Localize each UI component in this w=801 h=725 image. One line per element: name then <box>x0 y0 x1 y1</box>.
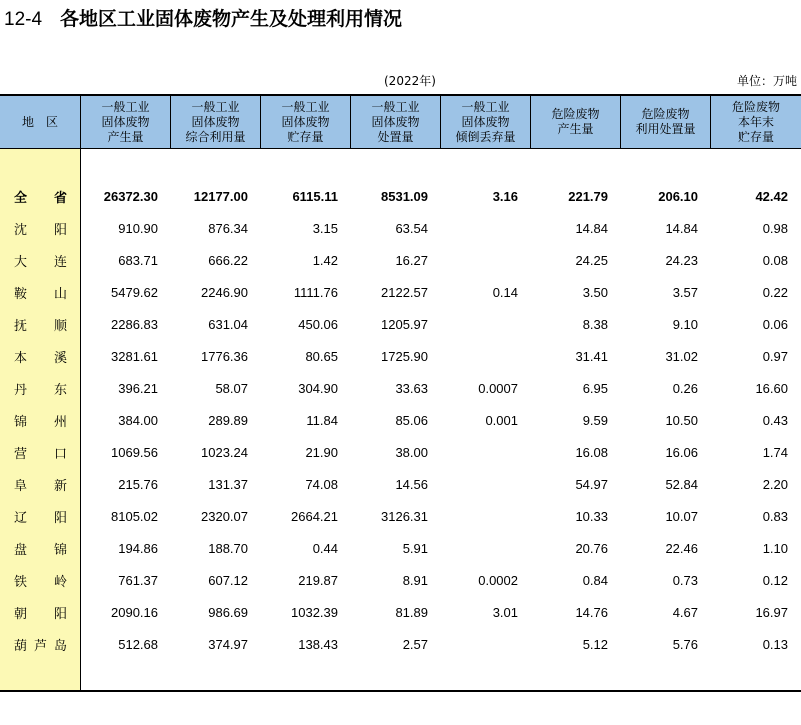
table-cell: 666.22 <box>208 252 248 268</box>
table-cell: 0.83 <box>762 508 788 524</box>
table-cell: 2122.57 <box>381 284 428 300</box>
region-name <box>0 411 80 430</box>
table-cell: 24.25 <box>575 252 608 268</box>
header-region: 地 区 <box>0 96 81 148</box>
table-cell: 38.00 <box>395 444 428 460</box>
region-char: 岛 <box>53 638 67 654</box>
table-cell: 450.06 <box>298 316 338 332</box>
table-cell: 1205.97 <box>381 316 428 332</box>
table-cell: 910.90 <box>118 220 158 236</box>
table-cell: 20.76 <box>575 540 608 556</box>
table-cell: 2664.21 <box>291 508 338 524</box>
table-cell: 0.001 <box>485 412 518 428</box>
table-cell: 5.76 <box>672 636 698 652</box>
region-char: 山 <box>53 286 67 302</box>
table-cell: 1725.90 <box>381 348 428 364</box>
region-char: 葫 <box>14 638 28 654</box>
region-char: 营 <box>14 446 28 462</box>
header-col-5: 一般工业 固体废物 倾倒丢弃量 <box>441 96 531 148</box>
table-cell: 131.37 <box>208 476 248 492</box>
table-cell: 2246.90 <box>201 284 248 300</box>
table-cell: 14.84 <box>665 220 698 236</box>
table-cell: 14.56 <box>395 476 428 492</box>
table-cell: 0.0007 <box>478 380 518 396</box>
table-cell: 33.63 <box>395 380 428 396</box>
table-cell: 14.76 <box>575 604 608 620</box>
region-name <box>0 251 80 270</box>
table-cell: 10.33 <box>575 508 608 524</box>
region-name <box>0 347 80 366</box>
header-col-2: 一般工业 固体废物 综合利用量 <box>171 96 261 148</box>
table-cell: 16.06 <box>665 444 698 460</box>
table-cell: 10.07 <box>665 508 698 524</box>
table-cell: 396.21 <box>118 380 158 396</box>
region-char: 铁 <box>14 574 28 590</box>
table-cell: 384.00 <box>118 412 158 428</box>
region-char: 抚 <box>14 318 28 334</box>
region-char: 芦 <box>33 638 47 654</box>
region-name <box>0 603 80 622</box>
region-char: 沈 <box>14 222 28 238</box>
table-cell: 1111.76 <box>293 284 338 300</box>
table-cell: 631.04 <box>208 316 248 332</box>
region-char: 辽 <box>14 510 28 526</box>
region-name <box>0 443 80 462</box>
table-cell: 512.68 <box>118 636 158 652</box>
table-cell: 2.57 <box>402 636 428 652</box>
table-cell: 2.20 <box>762 476 788 492</box>
table-cell: 219.87 <box>298 572 338 588</box>
table-cell: 6.95 <box>582 380 608 396</box>
table-row <box>0 212 801 244</box>
table-cell: 194.86 <box>118 540 158 556</box>
table-cell: 16.60 <box>755 380 788 396</box>
region-char: 大 <box>14 254 28 270</box>
table-cell: 6115.11 <box>292 188 338 204</box>
table-cell: 0.14 <box>492 284 518 300</box>
region-char: 锦 <box>53 542 67 558</box>
region-name <box>0 219 80 238</box>
table-cell: 31.41 <box>575 348 608 364</box>
region-name <box>0 635 80 654</box>
table-cell: 1069.56 <box>111 444 158 460</box>
region-name <box>0 475 80 494</box>
table-cell: 5.91 <box>402 540 428 556</box>
region-char: 阳 <box>53 606 67 622</box>
table-cell: 26372.30 <box>103 188 158 204</box>
table-cell: 1.74 <box>762 444 788 460</box>
table-cell: 3.16 <box>492 188 518 204</box>
region-char: 朝 <box>14 606 28 622</box>
table-cell: 10.50 <box>665 412 698 428</box>
region-char: 阜 <box>14 478 28 494</box>
table-row <box>0 276 801 308</box>
table-cell: 22.46 <box>665 540 698 556</box>
table-cell: 0.98 <box>762 220 788 236</box>
header-col-4: 一般工业 固体废物 处置量 <box>351 96 441 148</box>
table-title-text: 各地区工业固体废物产生及处理利用情况 <box>60 8 403 30</box>
table-cell: 1.42 <box>312 252 338 268</box>
table-cell: 0.97 <box>762 348 788 364</box>
table-cell: 304.90 <box>298 380 338 396</box>
table-cell: 215.76 <box>118 476 158 492</box>
table-cell: 8105.02 <box>111 508 158 524</box>
table-cell: 188.70 <box>208 540 248 556</box>
table-cell: 0.44 <box>312 540 338 556</box>
table-row <box>0 468 801 500</box>
region-char: 锦 <box>14 414 28 430</box>
table-cell: 8.38 <box>582 316 608 332</box>
table-cell: 0.73 <box>672 572 698 588</box>
table-row <box>0 244 801 276</box>
table-cell: 5479.62 <box>111 284 158 300</box>
region-char: 溪 <box>53 350 67 366</box>
table-cell: 607.12 <box>208 572 248 588</box>
table-cell: 63.54 <box>395 220 428 236</box>
table-cell: 2090.16 <box>111 604 158 620</box>
table-cell: 0.13 <box>762 636 788 652</box>
region-char: 盘 <box>14 542 28 558</box>
table-cell: 81.89 <box>395 604 428 620</box>
table-row <box>0 340 801 372</box>
table-row <box>0 436 801 468</box>
table-cell: 3.57 <box>672 284 698 300</box>
year-label: (2022年) <box>384 74 436 88</box>
table-cell: 289.89 <box>208 412 248 428</box>
table-cell: 24.23 <box>665 252 698 268</box>
table-cell: 206.10 <box>658 188 698 204</box>
table-cell: 0.43 <box>762 412 788 428</box>
table-cell: 8.91 <box>402 572 428 588</box>
table-row-total <box>0 180 801 212</box>
table-cell: 54.97 <box>575 476 608 492</box>
table-row <box>0 564 801 596</box>
table-cell: 31.02 <box>665 348 698 364</box>
region-char: 全 <box>14 190 28 206</box>
table-cell: 3.15 <box>312 220 338 236</box>
header-col-8: 危险废物 本年末 贮存量 <box>731 99 780 144</box>
region-char: 本 <box>14 350 28 366</box>
header-col-6: 危险废物 产生量 <box>531 96 621 148</box>
region-char: 新 <box>53 478 67 494</box>
region-name <box>0 379 80 398</box>
table-number: 12-4 <box>4 9 43 30</box>
table-cell: 138.43 <box>298 636 338 652</box>
table-cell: 0.84 <box>582 572 608 588</box>
table-cell: 74.08 <box>305 476 338 492</box>
region-char: 省 <box>53 190 67 206</box>
table-cell: 374.97 <box>208 636 248 652</box>
region-char: 口 <box>53 446 67 462</box>
region-char: 阳 <box>53 510 67 526</box>
region-char: 连 <box>53 254 67 270</box>
unit-label: 单位：万吨 <box>736 74 797 88</box>
table-cell: 9.10 <box>672 316 698 332</box>
header-col-1: 一般工业 固体废物 产生量 <box>81 96 171 148</box>
table-cell: 21.90 <box>305 444 338 460</box>
table-cell: 0.06 <box>762 316 788 332</box>
table-row <box>0 532 801 564</box>
table-cell: 3126.31 <box>381 508 428 524</box>
table-cell: 761.37 <box>118 572 158 588</box>
table-cell: 0.22 <box>762 284 788 300</box>
region-char: 州 <box>53 414 67 430</box>
table-cell: 3.01 <box>492 604 518 620</box>
table-row <box>0 372 801 404</box>
table-cell: 9.59 <box>582 412 608 428</box>
table-cell: 11.84 <box>306 412 338 428</box>
table-cell: 1032.39 <box>291 604 338 620</box>
table-cell: 0.0002 <box>478 572 518 588</box>
region-name <box>0 571 80 590</box>
table-cell: 5.12 <box>582 636 608 652</box>
region-char: 鞍 <box>14 286 28 302</box>
table-header <box>0 96 801 148</box>
table-cell: 1776.36 <box>201 348 248 364</box>
table-cell: 986.69 <box>208 604 248 620</box>
table-cell: 0.12 <box>762 572 788 588</box>
table-cell: 0.26 <box>672 380 698 396</box>
region-char: 岭 <box>53 574 67 590</box>
table-cell: 683.71 <box>118 252 158 268</box>
region-char: 东 <box>53 382 67 398</box>
table-body <box>0 180 801 660</box>
table-cell: 221.79 <box>568 188 608 204</box>
region-name <box>0 507 80 526</box>
table-cell: 2320.07 <box>201 508 248 524</box>
table-row <box>0 308 801 340</box>
region-char: 阳 <box>53 222 67 238</box>
table-row <box>0 404 801 436</box>
table-cell: 85.06 <box>395 412 428 428</box>
table-bottom-rule <box>0 690 801 692</box>
table-row <box>0 628 801 660</box>
table-cell: 16.97 <box>755 604 788 620</box>
region-char: 丹 <box>14 382 28 398</box>
table-cell: 4.67 <box>672 604 698 620</box>
region-name <box>0 283 80 302</box>
table-cell: 52.84 <box>665 476 698 492</box>
table-cell: 1.10 <box>762 540 788 556</box>
table-cell: 16.27 <box>395 252 428 268</box>
table-row <box>0 500 801 532</box>
region-name <box>0 187 80 206</box>
region-char: 顺 <box>53 318 67 334</box>
table-cell: 0.08 <box>762 252 788 268</box>
table-cell: 16.08 <box>575 444 608 460</box>
page-title <box>4 4 402 31</box>
table-cell: 1023.24 <box>201 444 248 460</box>
region-name <box>0 539 80 558</box>
table-cell: 8531.09 <box>381 188 428 204</box>
table-cell: 58.07 <box>215 380 248 396</box>
table-cell: 3281.61 <box>111 348 158 364</box>
header-col-7: 危险废物 利用处置量 <box>621 96 711 148</box>
table-row <box>0 596 801 628</box>
header-col-3: 一般工业 固体废物 贮存量 <box>261 96 351 148</box>
table-cell: 80.65 <box>305 348 338 364</box>
table-cell: 12177.00 <box>193 188 248 204</box>
table-cell: 876.34 <box>208 220 248 236</box>
header-bottom-rule <box>0 148 801 149</box>
table-cell: 3.50 <box>582 284 608 300</box>
table-cell: 14.84 <box>575 220 608 236</box>
table-cell: 42.42 <box>755 188 788 204</box>
table-cell: 2286.83 <box>111 316 158 332</box>
region-name <box>0 315 80 334</box>
